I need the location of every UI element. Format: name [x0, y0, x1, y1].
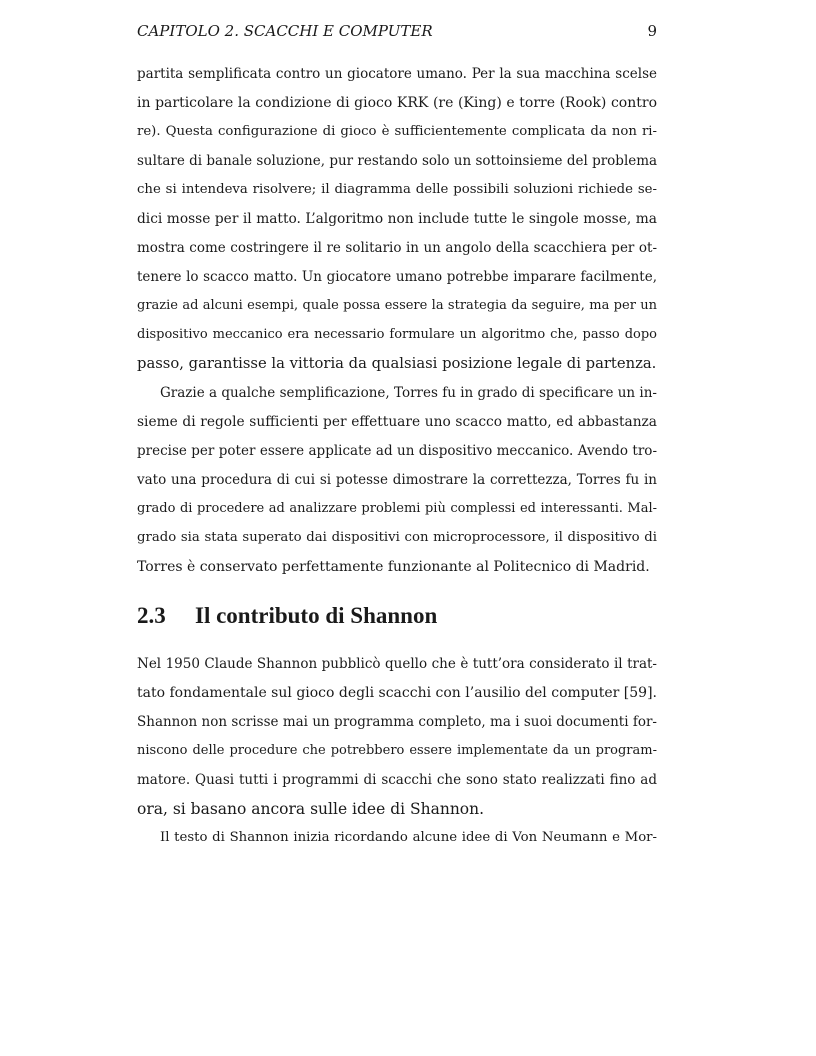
text-line: Il testo di Shannon inizia ricordando alcune idee di Von Neumann e Mor-	[160, 830, 657, 845]
text-line: matore. Quasi tutti i programmi di scacchi che sono stato realizzati fino ad	[137, 772, 657, 788]
text-line: grazie ad alcuni esempi, quale possa essere la strategia da seguire, ma per un	[137, 298, 657, 313]
text-line: sultare di banale soluzione, pur restando solo un sottoinsieme del problema	[137, 153, 658, 169]
text-line: in particolare la condizione di gioco KRK (re (King) e torre (Rook) contro	[137, 95, 657, 111]
text-line: Nel 1950 Claude Shannon pubblicò quello che è tutt’ora considerato il trat-	[137, 656, 657, 672]
section-heading	[137, 603, 437, 629]
section-title: Il contributo di Shannon	[195, 603, 438, 628]
section-number: 2.3	[137, 603, 166, 628]
text-line: partita semplificata contro un giocatore umano. Per la sua macchina scelse	[137, 66, 657, 82]
text-line: Torres è conservato perfettamente funzionante al Politecnico di Madrid.	[137, 559, 650, 575]
text-line: sieme di regole sufficienti per effettuare uno scacco matto, ed abbastanza	[137, 414, 657, 430]
text-line: grado di procedere ad analizzare problemi più complessi ed interessanti. Mal-	[137, 501, 657, 516]
text-line: niscono delle procedure che potrebbero essere implementate da un program-	[137, 743, 657, 758]
text-line: tenere lo scacco matto. Un giocatore umano potrebbe imparare facilmente,	[137, 269, 657, 285]
text-line: Shannon non scrisse mai un programma completo, ma i suoi documenti for-	[137, 714, 657, 730]
text-line: che si intendeva risolvere; il diagramma delle possibili soluzioni richiede se-	[137, 182, 657, 197]
page-number: 9	[647, 22, 657, 40]
text-line: dispositivo meccanico era necessario formulare un algoritmo che, passo dopo	[137, 327, 657, 342]
text-line: precise per poter essere applicate ad un dispositivo meccanico. Avendo tro-	[137, 443, 657, 459]
text-line: passo, garantisse la vittoria da qualsiasi posizione legale di partenza.	[137, 355, 657, 372]
running-header-chapter: CAPITOLO 2. SCACCHI E COMPUTER	[137, 22, 433, 40]
text-line: Grazie a qualche semplificazione, Torres fu in grado di specificare un in-	[160, 385, 657, 401]
text-line: mostra come costringere il re solitario in un angolo della scacchiera per ot-	[137, 240, 657, 256]
text-line: vato una procedura di cui si potesse dimostrare la correttezza, Torres fu in	[137, 472, 657, 488]
text-line: dici mosse per il matto. L’algoritmo non include tutte le singole mosse, ma	[137, 211, 657, 227]
text-line: ora, si basano ancora sulle idee di Shannon.	[137, 800, 485, 818]
text-line: tato fondamentale sul gioco degli scacchi con l’ausilio del computer [59].	[137, 685, 657, 701]
text-line: grado sia stata superato dai dispositivi con microprocessore, il dispositivo di	[137, 530, 657, 545]
running-header	[137, 22, 657, 44]
text-line: re). Questa configurazione di gioco è sufficientemente complicata da non ri-	[137, 124, 657, 139]
